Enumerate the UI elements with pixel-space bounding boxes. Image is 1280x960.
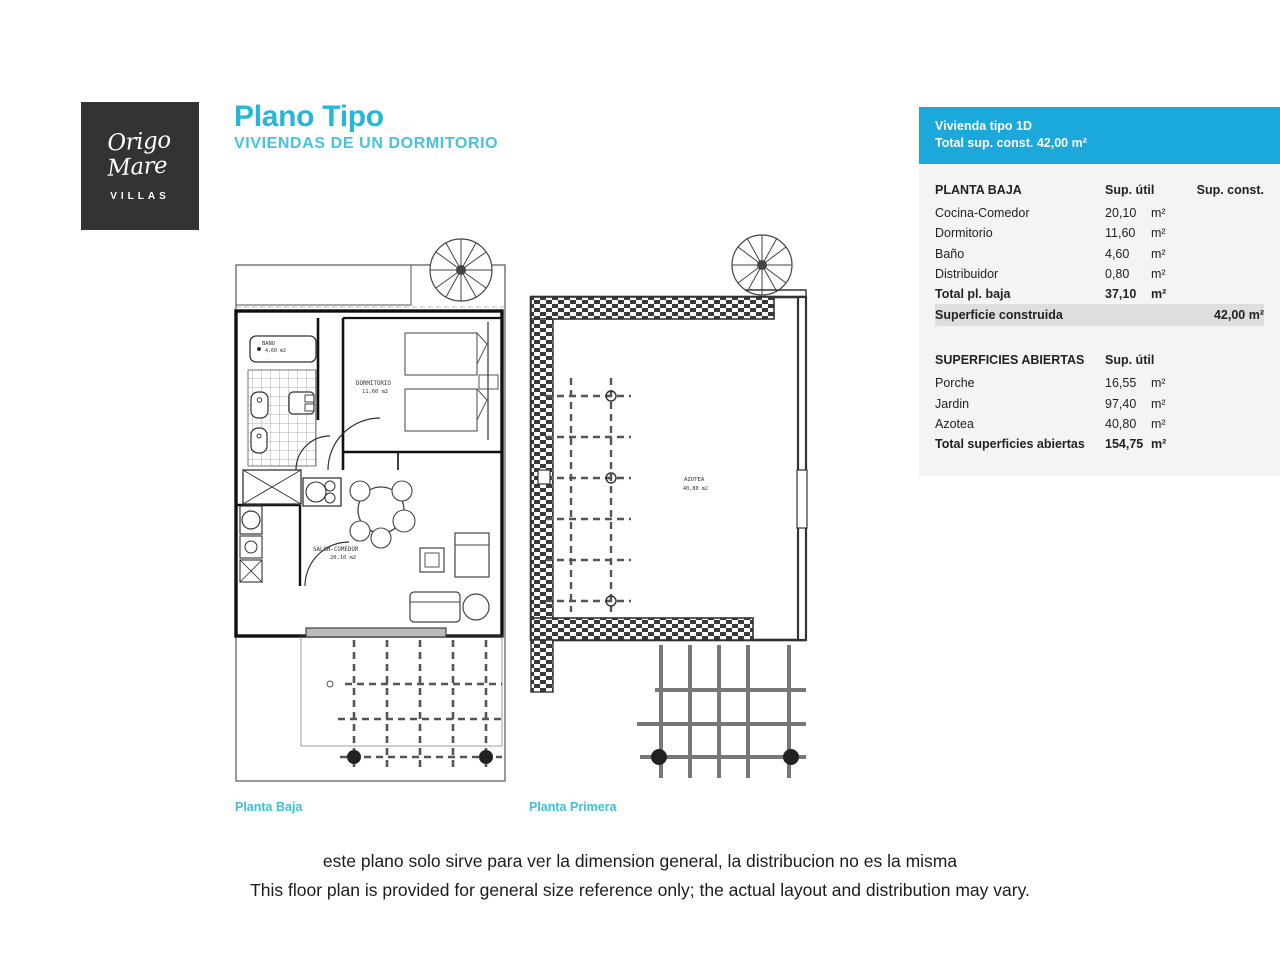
parapet-wall-top [531,297,774,319]
column-header-sup-util: Sup. útil [1105,183,1155,198]
area-name: Azotea [935,416,974,431]
room-area-unit: m² [1151,226,1166,241]
caption-planta-baja: Planta Baja [235,800,303,814]
room-area-unit: m² [1151,246,1166,261]
room-area-value: 20,10 [1105,206,1137,221]
room-name: Distribuidor [935,266,999,281]
room-area-value: 0,80 [1105,266,1130,281]
pergola-column [651,749,667,765]
pergola-column [783,749,799,765]
section-label-planta-baja: PLANTA BAJA [935,183,1022,198]
spiral-staircase-ground [430,239,492,301]
column-header-sup-const: Sup. const. [1196,183,1264,198]
ground-floor-plan [236,239,505,781]
label-salon-area: 20,10 m2 [330,555,356,561]
room-area-value: 37,10 [1105,286,1137,301]
room-area-value: 11,60 [1105,226,1136,241]
section-label-superficies-abiertas: SUPERFICIES ABIERTAS [935,353,1085,368]
area-value: 40,80 [1105,416,1137,431]
room-area-value: 4,60 [1105,246,1130,261]
living-door-swing [328,418,380,470]
area-name: Total superficies abiertas [935,436,1085,451]
area-name: Jardin [935,396,970,411]
living-room-furniture [410,533,489,622]
right-wall-opening [797,470,807,528]
area-value: 154,75 [1105,436,1144,451]
spiral-staircase-first [732,235,806,300]
washbasin-fixture [289,392,314,414]
page-subtitle: VIVIENDAS DE UN DORMITORIO [234,135,499,152]
label-dormitorio: DORMITORIO [356,381,391,387]
toilet-fixture [251,392,268,418]
room-name: Total pl. baja [935,286,1011,301]
area-name: Porche [935,376,975,391]
lower-pergola [637,645,806,778]
room-name: Dormitorio [935,226,993,241]
first-floor-plan [531,235,807,778]
highlight-label: Superficie construida [935,304,1185,326]
terrace-pergola-grid [545,378,631,612]
area-unit: m² [1151,436,1167,451]
upper-terrace-outline [236,265,411,305]
parapet-wall-lower-left [531,640,553,692]
footer-note [0,848,1280,905]
first-floor-room-labels [683,477,708,492]
bed-furniture [405,333,498,431]
label-dormitorio-area: 11,60 m2 [362,389,388,395]
bidet-fixture [251,428,267,453]
label-bano: BAÑO [262,341,275,347]
caption-planta-primera: Planta Primera [529,800,617,814]
dining-table-furniture [350,481,415,548]
room-area-unit: m² [1151,206,1166,221]
logo-line-1: Origo [107,127,172,157]
parapet-wall-bottom [531,618,753,640]
logo-tagline: VILLAS [110,191,170,202]
disclaimer-spanish: este plano solo sirve para ver la dimension general, la distribucion no es la misma [322,851,958,871]
column-header-sup-util-open: Sup. útil [1105,353,1155,368]
room-area-unit: m² [1151,286,1167,301]
right-wall [798,297,806,640]
unit-type-label: Vivienda tipo 1D [935,119,1033,133]
room-name: Baño [935,246,965,261]
label-salon: SALON-COMEDOR [313,547,359,553]
area-unit: m² [1151,376,1166,391]
terrace-fixture [538,470,550,484]
label-azotea: AZOTEA [684,477,705,483]
area-unit: m² [1151,396,1166,411]
page-title: Plano Tipo [234,100,384,133]
highlight-value: 42,00 m² [1185,304,1264,326]
area-value: 16,55 [1105,376,1137,391]
porch-pergola-ground [301,628,502,770]
room-name: Cocina-Comedor [935,206,1030,221]
area-value: 97,40 [1105,396,1137,411]
logo-line-2: Mare [107,152,169,182]
disclaimer-english: This floor plan is provided for general size reference only; the actual layout and distribution may vary. [250,880,1030,900]
room-area-unit: m² [1151,266,1166,281]
label-bano-area: 4,60 m2 [265,348,287,354]
total-built-area-label: Total sup. const. 42,00 m² [935,136,1087,150]
kitchen-counters [240,470,341,582]
label-azotea-area: 40,80 m2 [683,486,708,492]
area-unit: m² [1151,416,1166,431]
